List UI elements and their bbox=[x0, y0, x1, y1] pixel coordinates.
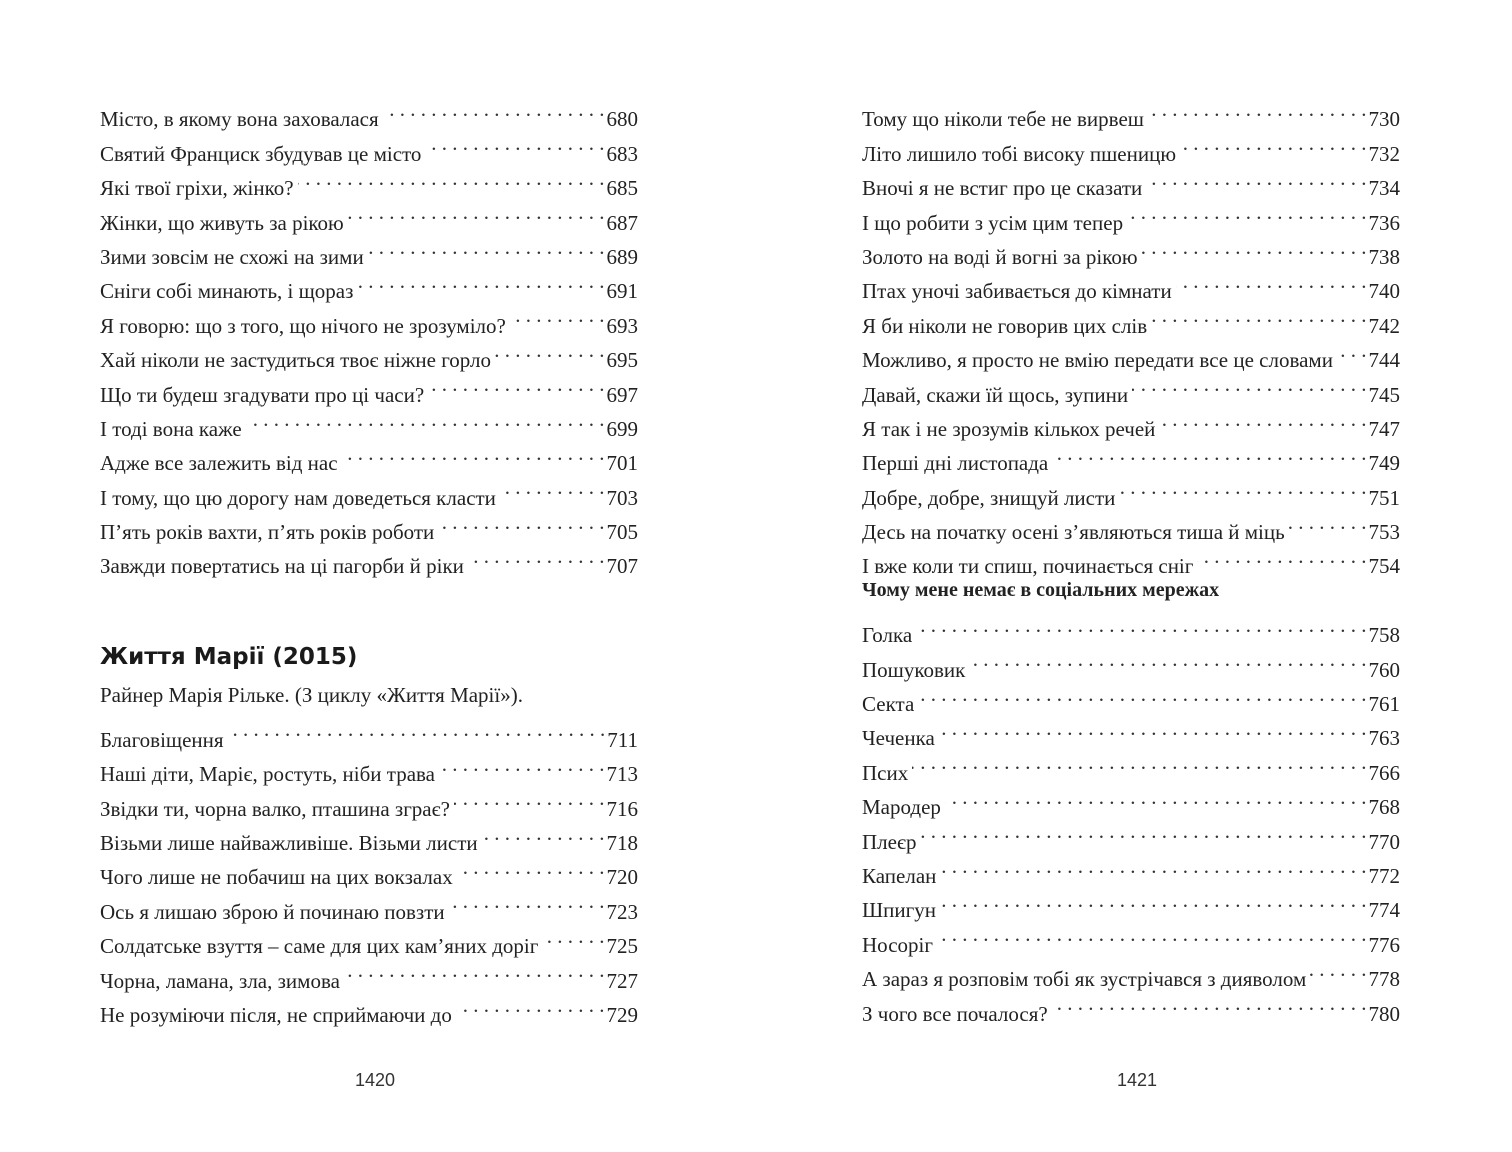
dot-leader bbox=[1180, 126, 1366, 160]
page-number: 730 bbox=[1368, 107, 1400, 132]
toc-entry[interactable] bbox=[862, 677, 1400, 717]
entry-title: Птах уночі забивається до кімнати bbox=[862, 279, 1172, 304]
page-number: 760 bbox=[1368, 657, 1400, 682]
entry-title: Тому що ніколи тебе не вирвеш bbox=[862, 107, 1144, 132]
entry-title: Які твої гріхи, жінко? bbox=[100, 176, 294, 201]
entry-title: Добре, добре, знищуй листи bbox=[862, 485, 1116, 510]
entry-title: Золото на воді й вогні за рікою bbox=[862, 244, 1138, 269]
dot-leader bbox=[1052, 436, 1366, 470]
entry-title: Я говорю: що з того, що нічого не зрозуміло? bbox=[100, 313, 506, 338]
dot-leader bbox=[348, 195, 605, 229]
page-number: 751 bbox=[1368, 485, 1400, 510]
page-number: 780 bbox=[1368, 1001, 1400, 1026]
entry-title: Що ти будеш згадувати про ці часи? bbox=[100, 382, 425, 407]
page-number: 776 bbox=[1368, 932, 1400, 957]
entry-title: Голка bbox=[862, 623, 913, 648]
dot-leader bbox=[940, 883, 1366, 917]
page-number: 770 bbox=[1368, 829, 1400, 854]
entry-title: Пошуковик bbox=[862, 657, 966, 682]
entry-title: З чого все почалося? bbox=[862, 1001, 1048, 1026]
left-page bbox=[100, 0, 638, 1152]
toc-entry[interactable] bbox=[862, 711, 1400, 751]
dot-leader bbox=[939, 711, 1367, 745]
page-number: 716 bbox=[606, 796, 638, 821]
section-heading: Життя Марії (2015) bbox=[100, 644, 358, 670]
dot-leader bbox=[920, 814, 1366, 848]
page-number: 774 bbox=[1368, 898, 1400, 923]
dot-leader bbox=[937, 917, 1367, 951]
page-number: 742 bbox=[1368, 313, 1400, 338]
page-number: 729 bbox=[606, 1002, 638, 1027]
page-number: 705 bbox=[606, 520, 638, 545]
entry-title: Наші діти, Маріє, ростуть, ніби трава bbox=[100, 762, 435, 787]
entry-title: П’ять років вахти, п’ять років роботи bbox=[100, 520, 435, 545]
dot-leader bbox=[945, 780, 1367, 814]
entry-title: Хай ніколи не застудиться твоє ніжне горло bbox=[100, 348, 492, 373]
page-number: 687 bbox=[606, 210, 638, 235]
dot-leader bbox=[1176, 264, 1367, 298]
toc-list-section bbox=[100, 678, 638, 1027]
page-number: 683 bbox=[606, 141, 638, 166]
dot-leader bbox=[912, 745, 1366, 779]
entry-title: Зими зовсім не схожі на зими bbox=[100, 244, 364, 269]
page-number: 707 bbox=[606, 554, 638, 579]
page-number: 725 bbox=[606, 934, 638, 959]
page-number: 689 bbox=[606, 244, 638, 269]
entry-title: І вже коли ти спиш, починається сніг bbox=[862, 554, 1194, 579]
toc-entry[interactable] bbox=[100, 92, 638, 132]
dot-leader bbox=[1142, 230, 1367, 264]
entry-title: Носоріг bbox=[862, 932, 933, 957]
toc-entry[interactable] bbox=[862, 849, 1400, 888]
entry-title: А зараз я розповім тобі як зустрічався з дияволом bbox=[862, 967, 1307, 992]
dot-leader bbox=[425, 126, 604, 160]
entry-title: Не розуміючи після, не сприймаючи до bbox=[100, 1002, 452, 1027]
entry-title: Місто, в якому вона заховалася bbox=[100, 107, 379, 132]
page-number: 763 bbox=[1368, 726, 1400, 751]
entry-title: Мародер bbox=[862, 795, 941, 820]
dot-leader bbox=[1151, 298, 1366, 332]
page-number: 685 bbox=[606, 176, 638, 201]
dot-leader bbox=[1146, 161, 1366, 195]
dot-leader bbox=[428, 367, 604, 401]
toc-entry[interactable] bbox=[862, 883, 1400, 923]
toc-entry[interactable] bbox=[100, 712, 638, 752]
page-number: 738 bbox=[1368, 244, 1400, 269]
entry-title: Можливо, я просто не вмію передати все це словами bbox=[862, 348, 1333, 373]
page-number: 723 bbox=[606, 899, 638, 924]
entry-title: Я би ніколи не говорив цих слів bbox=[862, 313, 1148, 338]
dot-leader bbox=[454, 781, 605, 815]
page-number: 701 bbox=[606, 451, 638, 476]
toc-entry[interactable] bbox=[862, 642, 1400, 682]
right-page bbox=[862, 0, 1400, 1152]
page-number: 768 bbox=[1368, 795, 1400, 820]
page-number: 713 bbox=[606, 762, 638, 787]
dot-leader bbox=[228, 712, 606, 746]
dot-leader bbox=[510, 298, 605, 332]
dot-leader bbox=[916, 608, 1366, 642]
entry-title: Чорна, ламана, зла, зимова bbox=[100, 968, 340, 993]
dot-leader bbox=[542, 919, 604, 953]
page-number: 711 bbox=[607, 727, 638, 752]
page-number: 778 bbox=[1368, 967, 1400, 992]
dot-leader bbox=[1197, 539, 1366, 573]
page-number: 754 bbox=[1368, 554, 1400, 579]
page-number: 753 bbox=[1368, 520, 1400, 545]
entry-title: Плеєр bbox=[862, 829, 917, 854]
page-number: 703 bbox=[606, 485, 638, 510]
dot-leader bbox=[1052, 986, 1367, 1020]
page-number: 699 bbox=[606, 416, 638, 441]
entry-title: Секта bbox=[862, 692, 915, 717]
page-number: 749 bbox=[1368, 451, 1400, 476]
entry-title: Псих bbox=[862, 760, 909, 785]
page-number: 736 bbox=[1368, 210, 1400, 235]
entry-title: Десь на початку осені з’являються тиша й міць bbox=[862, 520, 1285, 545]
dot-leader bbox=[457, 850, 605, 884]
dot-leader bbox=[357, 264, 604, 298]
dot-leader bbox=[1148, 92, 1367, 126]
page-number: 734 bbox=[1368, 176, 1400, 201]
page-number: 758 bbox=[1368, 623, 1400, 648]
page-number: 761 bbox=[1368, 692, 1400, 717]
dot-leader bbox=[449, 884, 605, 918]
page-number: 680 bbox=[606, 107, 638, 132]
entry-title: Чеченка bbox=[862, 726, 935, 751]
entry-title: Перші дні листопада bbox=[862, 451, 1049, 476]
entry-title: Чого лише не побачиш на цих вокзалах bbox=[100, 865, 453, 890]
entry-title: Адже все залежить від нас bbox=[100, 451, 338, 476]
entry-title: Вночі я не встиг про це сказати bbox=[862, 176, 1143, 201]
dot-leader bbox=[368, 230, 605, 264]
entry-title: Шпигун bbox=[862, 898, 937, 923]
dot-leader bbox=[298, 161, 605, 195]
entry-title: Сніги собі минають, і щораз bbox=[100, 279, 354, 304]
entry-title: Жінки, що живуть за рікою bbox=[100, 210, 344, 235]
entry-title: Благовіщення bbox=[100, 727, 224, 752]
dot-leader bbox=[439, 747, 605, 781]
entry-title: Літо лишило тобі високу пшеницю bbox=[862, 141, 1177, 166]
entry-title: Звідки ти, чорна валко, пташина зграє? bbox=[100, 796, 450, 821]
toc-subheading[interactable]: Чому мене немає в соціальних мережах bbox=[862, 579, 1220, 602]
dot-leader bbox=[1159, 402, 1366, 436]
dot-leader bbox=[1310, 952, 1366, 986]
toc-entry[interactable] bbox=[862, 952, 1400, 992]
page-number: 718 bbox=[606, 830, 638, 855]
toc-entry[interactable] bbox=[862, 92, 1400, 132]
toc-entry[interactable] bbox=[862, 780, 1400, 820]
dot-leader bbox=[1119, 470, 1366, 504]
page-number: 744 bbox=[1368, 348, 1400, 373]
dot-leader bbox=[468, 539, 605, 573]
dot-leader bbox=[383, 92, 605, 126]
toc-entry[interactable] bbox=[862, 608, 1400, 648]
dot-leader bbox=[940, 849, 1366, 883]
entry-title: Завжди повертатись на ці пагорби й ріки bbox=[100, 554, 464, 579]
page-number: 720 bbox=[606, 865, 638, 890]
dot-leader bbox=[1127, 195, 1366, 229]
page-folio: 1421 bbox=[1116, 1070, 1158, 1090]
page-number: 693 bbox=[606, 313, 638, 338]
toc-entry[interactable] bbox=[862, 814, 1400, 854]
page-folio: 1420 bbox=[354, 1070, 396, 1090]
entry-title: І тоді вона каже bbox=[100, 416, 242, 441]
dot-leader bbox=[1289, 505, 1367, 539]
entry-title: Ось я лишаю зброю й починаю повзти bbox=[100, 899, 445, 924]
page-number: 766 bbox=[1368, 760, 1400, 785]
entry-title: Солдатське взуття – саме для цих кам’яних доріг bbox=[100, 934, 539, 959]
entry-title: Капелан bbox=[862, 864, 937, 888]
dot-leader bbox=[918, 677, 1366, 711]
page-number: 772 bbox=[1368, 864, 1400, 888]
toc-list-right bbox=[862, 92, 1400, 1026]
dot-leader bbox=[438, 505, 604, 539]
page-number: 695 bbox=[606, 348, 638, 373]
toc-list-left bbox=[100, 92, 638, 579]
page-number: 732 bbox=[1368, 141, 1400, 166]
dot-leader bbox=[500, 470, 605, 504]
dot-leader bbox=[246, 402, 605, 436]
entry-title: Візьми лише найважливіше. Візьми листи bbox=[100, 830, 478, 855]
dot-leader bbox=[1337, 333, 1367, 367]
dot-leader bbox=[456, 988, 605, 1022]
entry-title: І що робити з усім цим тепер bbox=[862, 210, 1124, 235]
section-intro: Райнер Марія Рільке. (З циклу «Життя Марії»). bbox=[100, 683, 523, 707]
page-number: 697 bbox=[606, 382, 638, 407]
entry-title: Святий Франциск збудував це місто bbox=[100, 141, 422, 166]
entry-title: Я так і не зрозумів кількох речей bbox=[862, 416, 1156, 441]
dot-leader bbox=[344, 953, 605, 987]
page-number: 745 bbox=[1368, 382, 1400, 407]
entry-title: І тому, що цю дорогу нам доведеться класти bbox=[100, 485, 496, 510]
dot-leader bbox=[1132, 367, 1366, 401]
dot-leader bbox=[495, 333, 604, 367]
page-number: 691 bbox=[606, 279, 638, 304]
entry-title: Давай, скажи їй щось, зупини bbox=[862, 382, 1129, 407]
toc-entry[interactable] bbox=[862, 745, 1400, 785]
dot-leader bbox=[482, 816, 605, 850]
dot-leader bbox=[342, 436, 605, 470]
page-number: 740 bbox=[1368, 279, 1400, 304]
dot-leader bbox=[969, 642, 1366, 676]
page-number: 747 bbox=[1368, 416, 1400, 441]
toc-entry[interactable] bbox=[862, 917, 1400, 957]
page-number: 727 bbox=[606, 968, 638, 993]
